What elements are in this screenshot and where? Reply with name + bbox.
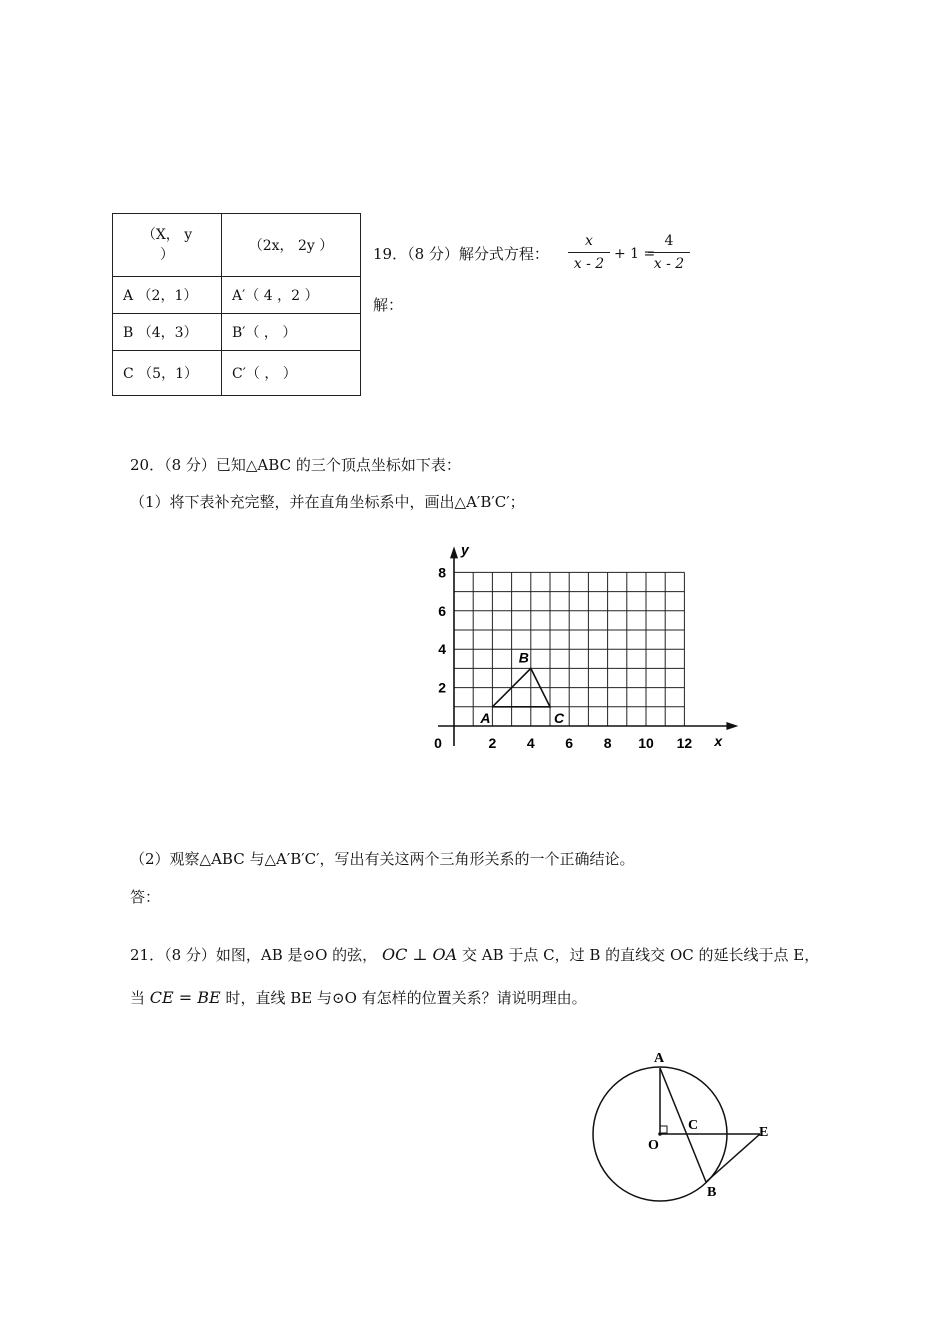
q19-lhs-numerator: x (585, 233, 593, 249)
right-angle-mark (660, 1126, 667, 1133)
q21-line2 (130, 987, 587, 1008)
q19-lhs-denominator: x - 2 (568, 252, 610, 272)
q21-line1 (130, 944, 819, 965)
q19-lhs-fraction (568, 233, 610, 272)
q19-plus-one: + 1 = (614, 246, 656, 262)
circle-geometry-figure (580, 1040, 790, 1210)
q20-answer-label: 答： (130, 888, 161, 906)
q21-line2-math: CE = BE (149, 988, 221, 1007)
q19-answer-label: 解： (373, 296, 404, 314)
q20-part1: （1）将下表补充完整，并在直角坐标系中，画出△A′B′C′； (130, 493, 525, 511)
x-axis-arrow (726, 722, 738, 730)
q20-part2: （2）观察△ABC 与△A′B′C′，写出有关这两个三角形关系的一个正确结论。 (130, 850, 635, 868)
q21-line2-text-a: 当 (130, 989, 146, 1007)
y-axis-label: y (461, 541, 469, 558)
label-a: A (654, 1051, 665, 1066)
grid-lines (454, 572, 684, 726)
table-header-left-line2: ） (160, 247, 174, 263)
q21-line2-text-b: 时，直线 BE 与⊙O 有怎样的位置关系？请说明理由。 (225, 989, 587, 1007)
table-cell: C′（ ， ） (222, 351, 361, 396)
q19-rhs-denominator: x - 2 (648, 252, 690, 272)
q19-rhs-numerator: 4 (664, 233, 674, 249)
y-axis-arrow (450, 546, 458, 558)
table-header-right: （2x， 2y ） (222, 214, 361, 277)
coordinate-table (112, 213, 361, 396)
x-tick-label: 4 (526, 735, 535, 751)
q21-line1-math: OC ⊥ OA (381, 945, 458, 964)
table-cell: A （2，1） (113, 277, 222, 314)
table-header-left (113, 214, 222, 277)
center-dot (658, 1132, 662, 1136)
table-cell: A′（ 4 ，2 ） (222, 277, 361, 314)
x-tick-label: 8 (603, 735, 612, 751)
y-tick-label: 8 (438, 564, 446, 581)
y-tick-label: 2 (438, 679, 446, 696)
table-cell: B′（ ， ） (222, 314, 361, 351)
label-o: O (648, 1138, 659, 1153)
label-b: B (707, 1185, 717, 1200)
y-tick-label: 4 (438, 641, 446, 658)
coordinate-grid-chart (410, 535, 750, 765)
x-tick-label: 0 (434, 735, 442, 751)
y-tick-label: 6 (438, 602, 446, 619)
point-label-c: C (554, 709, 565, 726)
table-header-left-line1: （X， y (141, 227, 193, 243)
x-tick-label: 10 (638, 735, 654, 751)
label-c: C (688, 1118, 699, 1133)
x-axis-label: x (714, 733, 723, 749)
x-tick-label: 6 (565, 735, 574, 751)
q21-line1-text-a: 21．（8 分）如图，AB 是⊙O 的弦， (130, 946, 378, 964)
q21-line1-text-b: 交 AB 于点 C，过 B 的直线交 OC 的延长线于点 E， (461, 946, 820, 964)
label-e: E (759, 1125, 769, 1140)
segment-be (706, 1134, 760, 1182)
table-cell: C （5，1） (113, 351, 222, 396)
x-tick-label: 2 (488, 735, 497, 751)
table-cell: B （4，3） (113, 314, 222, 351)
q19-rhs-fraction (648, 233, 690, 272)
x-tick-label: 12 (676, 735, 693, 751)
q19-title: 19．（8 分）解分式方程： (373, 245, 549, 263)
segment-ab (660, 1068, 706, 1182)
q20-title: 20．（8 分）已知△ABC 的三个顶点坐标如下表： (130, 456, 461, 474)
point-label-b: B (518, 649, 529, 666)
point-label-a: A (480, 709, 491, 726)
